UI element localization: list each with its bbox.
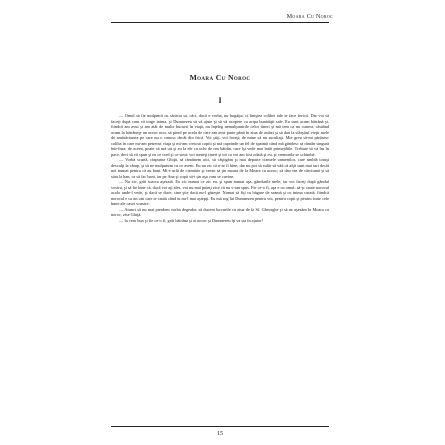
paragraph: — Ia ceas bun şi fie ce-o fi, grăi bătrâna şi ai noroc şi Dumnezeu îţi va sta în ajutor! [119, 217, 264, 223]
paragraph: — Vorbă scurtă, răspunse Ghiţă, să rămânem aici, să câştigăm şi mai departe cizmele oamenilor, care umblă totuşi desculţi la câmp, şi să ne mulţumim cu ce avem. Eu nu zic că n-ar fi bine, dar nu pot să sufăr să văd că alţii sunt mai tari decât noi numai pentru că au bani. Mi-e urât de cizmărie şi vreau să ţin moara de la Moara cu noroc; să dau vin de cârciumă şi să stau la han, ca să fac bani, iar pe Ana şi copii să-i ţin aşa cum se cuvine. [111, 157, 329, 179]
paragraph: — Atunci să nu mai pierdem vorba degeaba: să ducem lucrurile cu ziua de la Sf. Gheorghe şi să ne aşezăm la Moara cu noroc, zise Ghiţă. [111, 206, 329, 217]
footer-rule [111, 426, 329, 427]
chapter-title: Moara Cu Noroc [189, 73, 251, 82]
page-number: 15 [217, 431, 223, 437]
body-text [111, 113, 329, 428]
header-rule [111, 22, 329, 23]
chapter-number: I [218, 96, 222, 105]
paragraph: — Nu zic, grăi soacra aşezată. Eu zic numai ce zic eu, şi spun numai aşa, gândurile mele, iar voi faceţi după gândul vostru, şi să fie bine că, dacă voi aţi ales, voi nu mai puteţi zice că nu v-am spus. Fie ce-o fi, aşa e cu omul: să-şi caute norocul acolo unde-l vede, şi dacă se duce, cine ştie dacă nu-l găseşte. Numai să fiţi cu băgare de seamă şi cu inima curată, fiindcă norocul e ca un om care te caută când tu nu-l mai aştepţi. Eu mă rog lui Dumnezeu pentru voi, pentru copii şi pentru toate cele bune ale casei voastre. [111, 179, 329, 206]
running-head: Moara Cu Noroc [286, 14, 333, 20]
paragraph: — Omul să fie mulţumit cu sărăcia sa, căci, dacă e vorba, nu bogăţia, ci liniştea colibei tale te face fericit. Dar voi să faceţi după cum vă trage inima, şi Dumnezeu să vă ajute şi să vă acopere cu aripa bunătăţii sale. Eu sunt acum bătrână şi, fiindcă am avut şi am atât de multe bucurii în viaţă, nu înţeleg nemulţumirile celor tineri şi mă tem ca nu cumva, căutând acum la bătrâneţe un noroc nou, să pierd pe acela de care am avut parte până în ziua de astăzi şi să dau la sfârşitul vieţii mele de amărăciunea pe care nu o cunosc decât din frică. Voi ştiţi, voi faceţi; de mine să nu ascultaţi. Mie greu să-mi părăsesc coliba în care mi-am petrecut viaţa şi mi-am crescut copiii şi mă cuprinde un fel de spaimă când mă gândesc să rămân singură într-însa: de aceea, poate că mă uit şi eu la ele cu ochi de om bătrân, care îşi vede mai întâi primejdiile. Trebuie să vă las în pace, deci să vă spun şi eu ce cred şi ce simt: voi sunteţi tineri şi tot ca voi am fost odată şi eu, şi vremurile se schimbă. [111, 113, 329, 157]
